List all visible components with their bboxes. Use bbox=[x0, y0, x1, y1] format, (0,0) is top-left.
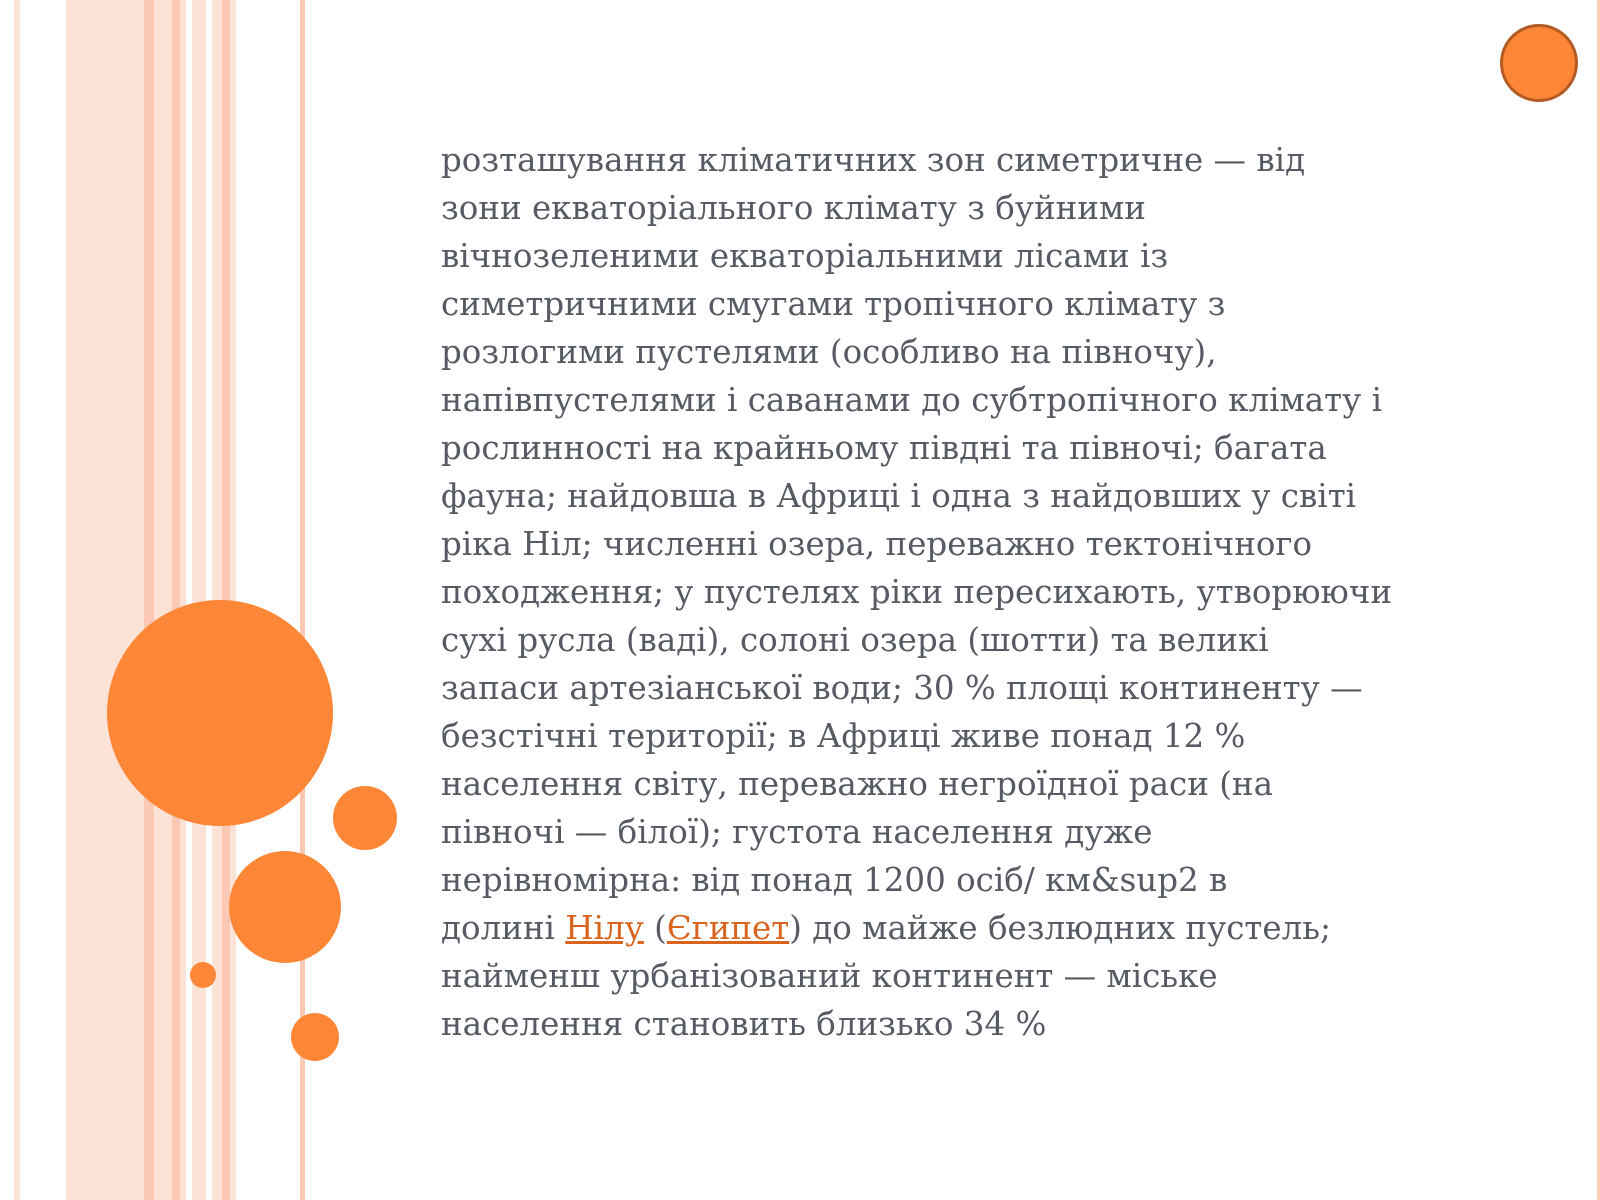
text-line: півночі — білої); густота населення дуже bbox=[441, 813, 1153, 851]
body-text bbox=[441, 136, 1521, 1048]
decor-stripe bbox=[172, 0, 180, 1200]
decor-circle-medium bbox=[229, 851, 341, 963]
decor-stripe bbox=[0, 0, 14, 1200]
link-nile[interactable]: Нілу bbox=[565, 909, 644, 947]
text-line: запаси артезіанської води; 30 % площі континенту — bbox=[441, 669, 1363, 707]
text-line: зони екваторіального клімату з буйними bbox=[441, 189, 1146, 227]
text-line: розлогими пустелями (особливо на півночу), bbox=[441, 333, 1217, 371]
link-egypt[interactable]: Єгипет bbox=[666, 909, 790, 947]
text-line: рослинності на крайньому півдні та півночі; багата bbox=[441, 429, 1327, 467]
decor-corner-circle bbox=[1500, 24, 1578, 102]
decor-stripe bbox=[154, 0, 172, 1200]
text-line: симетричними смугами тропічного клімату з bbox=[441, 285, 1226, 323]
text-line: найменш урбанізований континент — міське bbox=[441, 957, 1218, 995]
decor-stripe bbox=[20, 0, 66, 1200]
text-line: фауна; найдовша в Африці і одна з найдовших у світі bbox=[441, 477, 1357, 515]
text-line: населення світу, переважно негроїдної раси (на bbox=[441, 765, 1273, 803]
text-line: нерівномірна: від понад 1200 осіб/ км&sup2 в bbox=[441, 861, 1228, 899]
text-line: напівпустелями і саванами до субтропічного клімату і bbox=[441, 381, 1382, 419]
text-line: походження; у пустелях ріки пересихають, утворюючи bbox=[441, 573, 1392, 611]
text-line: вічнозеленими екваторіальними лісами із bbox=[441, 237, 1169, 275]
decor-stripe bbox=[192, 0, 206, 1200]
text-fragment: ) до майже безлюдних пустель; bbox=[789, 909, 1331, 947]
text-line: розташування кліматичних зон симетричне — від bbox=[441, 141, 1306, 179]
decor-stripe bbox=[144, 0, 154, 1200]
text-line-with-links bbox=[441, 904, 1521, 952]
decor-circle-tiny bbox=[190, 962, 216, 988]
text-fragment: ( bbox=[643, 909, 667, 947]
text-line: сухі русла (ваді), солоні озера (шотти) та великі bbox=[441, 621, 1269, 659]
text-line: безстічні території; в Африці живе понад 12 % bbox=[441, 717, 1246, 755]
decor-stripe bbox=[236, 0, 300, 1200]
text-line: населення становить близько 34 % bbox=[441, 1005, 1047, 1043]
decor-stripe bbox=[66, 0, 144, 1200]
decor-circle-small bbox=[333, 786, 397, 850]
text-fragment: долині bbox=[441, 909, 566, 947]
text-line: ріка Ніл; численні озера, переважно тектонічного bbox=[441, 525, 1313, 563]
decor-circle-small bbox=[291, 1013, 339, 1061]
decor-circle-large bbox=[107, 600, 333, 826]
